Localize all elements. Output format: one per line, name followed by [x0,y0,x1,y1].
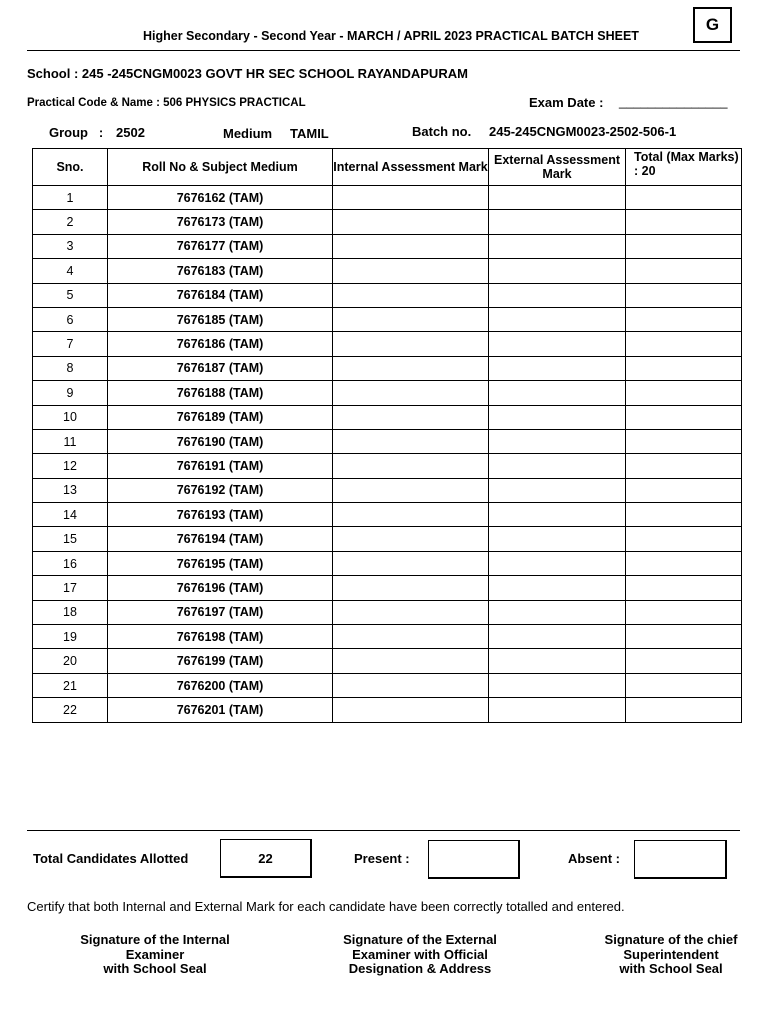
row-roll-number: 7676200 (TAM) [108,673,333,697]
row-internal-mark-cell[interactable] [333,234,489,258]
row-roll-number: 7676196 (TAM) [108,576,333,600]
row-total-mark-cell[interactable] [626,259,742,283]
row-total-mark-cell[interactable] [626,186,742,210]
row-sno: 20 [33,649,108,673]
row-roll-number: 7676198 (TAM) [108,625,333,649]
page-title: Higher Secondary - Second Year - MARCH / APRIL 2023 PRACTICAL BATCH SHEET [143,29,639,43]
row-sno: 22 [33,698,108,722]
row-total-mark-cell[interactable] [626,332,742,356]
table-row [33,307,742,331]
row-internal-mark-cell[interactable] [333,527,489,551]
table-row [33,649,742,673]
row-external-mark-cell[interactable] [489,332,626,356]
row-internal-mark-cell[interactable] [333,429,489,453]
row-roll-number: 7676177 (TAM) [108,234,333,258]
row-total-mark-cell[interactable] [626,625,742,649]
row-roll-number: 7676186 (TAM) [108,332,333,356]
footer-divider [27,830,740,831]
row-roll-number: 7676191 (TAM) [108,454,333,478]
signature-external-examiner: Signature of the External Examiner with Official Designation & Address [343,932,497,976]
total-candidates-label: Total Candidates Allotted [33,851,189,866]
row-internal-mark-cell[interactable] [333,381,489,405]
group-label: Group : [49,125,104,140]
row-sno: 5 [33,283,108,307]
row-sno: 2 [33,210,108,234]
row-total-mark-cell[interactable] [626,405,742,429]
row-total-mark-cell[interactable] [626,478,742,502]
practical-code-name: Practical Code & Name : 506 PHYSICS PRACTICAL [27,97,306,109]
row-total-mark-cell[interactable] [626,527,742,551]
table-row [33,527,742,551]
row-external-mark-cell[interactable] [489,673,626,697]
present-field[interactable] [428,840,520,879]
school-row [27,66,468,81]
row-sno: 6 [33,307,108,331]
table-row [33,259,742,283]
school-label: School [27,66,71,81]
row-external-mark-cell[interactable] [489,405,626,429]
row-external-mark-cell[interactable] [489,503,626,527]
row-roll-number: 7676201 (TAM) [108,698,333,722]
row-sno: 18 [33,600,108,624]
row-internal-mark-cell[interactable] [333,478,489,502]
row-external-mark-cell[interactable] [489,649,626,673]
row-internal-mark-cell[interactable] [333,210,489,234]
row-roll-number: 7676199 (TAM) [108,649,333,673]
table-row [33,234,742,258]
row-external-mark-cell[interactable] [489,527,626,551]
table-row [33,551,742,575]
table-row [33,429,742,453]
row-sno: 21 [33,673,108,697]
row-internal-mark-cell[interactable] [333,405,489,429]
table-row [33,283,742,307]
table-row [33,405,742,429]
row-total-mark-cell[interactable] [626,356,742,380]
table-row [33,381,742,405]
row-external-mark-cell[interactable] [489,283,626,307]
row-external-mark-cell[interactable] [489,454,626,478]
row-sno: 16 [33,551,108,575]
header-divider [27,50,740,51]
medium-value: TAMIL [290,126,329,141]
table-row [33,186,742,210]
header-external: External Assessment Mark [489,149,626,186]
row-roll-number: 7676187 (TAM) [108,356,333,380]
header-sno: Sno. [33,149,108,186]
row-external-mark-cell[interactable] [489,625,626,649]
row-sno: 3 [33,234,108,258]
row-internal-mark-cell[interactable] [333,332,489,356]
table-row [33,332,742,356]
row-internal-mark-cell[interactable] [333,600,489,624]
row-internal-mark-cell[interactable] [333,673,489,697]
row-internal-mark-cell[interactable] [333,186,489,210]
row-external-mark-cell[interactable] [489,478,626,502]
row-internal-mark-cell[interactable] [333,625,489,649]
row-sno: 1 [33,186,108,210]
table-header-row [33,149,742,186]
batch-label: Batch no. [412,124,472,139]
row-total-mark-cell[interactable] [626,454,742,478]
row-roll-number: 7676185 (TAM) [108,307,333,331]
signature-chief-superintendent: Signature of the chief Superintendent with School Seal [604,932,738,976]
table-row [33,454,742,478]
row-sno: 17 [33,576,108,600]
row-sno: 4 [33,259,108,283]
exam-date-value: _______________ [619,94,728,109]
header-roll: Roll No & Subject Medium [108,149,333,186]
row-sno: 7 [33,332,108,356]
row-internal-mark-cell[interactable] [333,576,489,600]
row-sno: 13 [33,478,108,502]
row-roll-number: 7676190 (TAM) [108,429,333,453]
row-roll-number: 7676192 (TAM) [108,478,333,502]
row-roll-number: 7676173 (TAM) [108,210,333,234]
table-row [33,210,742,234]
row-total-mark-cell[interactable] [626,698,742,722]
row-external-mark-cell[interactable] [489,600,626,624]
row-total-mark-cell[interactable] [626,307,742,331]
table-row [33,625,742,649]
row-external-mark-cell[interactable] [489,307,626,331]
group-value: 2502 [116,125,145,140]
row-roll-number: 7676194 (TAM) [108,527,333,551]
row-external-mark-cell[interactable] [489,381,626,405]
row-total-mark-cell[interactable] [626,673,742,697]
absent-field[interactable] [634,840,727,879]
certification-text: Certify that both Internal and External Mark for each candidate have been correctly totalled and entered. [27,899,625,914]
table-row [33,478,742,502]
table-row [33,356,742,380]
row-roll-number: 7676183 (TAM) [108,259,333,283]
row-roll-number: 7676195 (TAM) [108,551,333,575]
signature-internal-examiner: Signature of the Internal Examiner with School Seal [80,932,230,976]
batch-value: 245-245CNGM0023-2502-506-1 [489,124,677,139]
row-total-mark-cell[interactable] [626,429,742,453]
row-external-mark-cell[interactable] [489,576,626,600]
table-row [33,698,742,722]
row-total-mark-cell[interactable] [626,283,742,307]
row-internal-mark-cell[interactable] [333,454,489,478]
row-total-mark-cell[interactable] [626,381,742,405]
row-roll-number: 7676193 (TAM) [108,503,333,527]
row-total-mark-cell[interactable] [626,649,742,673]
row-internal-mark-cell[interactable] [333,283,489,307]
table-row [33,503,742,527]
row-internal-mark-cell[interactable] [333,356,489,380]
row-internal-mark-cell[interactable] [333,551,489,575]
present-label: Present : [354,851,410,866]
total-candidates-box: 22 [220,839,312,878]
table-row [33,576,742,600]
row-roll-number: 7676162 (TAM) [108,186,333,210]
header-total: Total (Max Marks) : 20 [626,149,742,186]
row-external-mark-cell[interactable] [489,210,626,234]
row-internal-mark-cell[interactable] [333,307,489,331]
row-roll-number: 7676184 (TAM) [108,283,333,307]
medium-label: Medium [223,126,273,141]
table-row [33,600,742,624]
row-total-mark-cell[interactable] [626,234,742,258]
row-roll-number: 7676197 (TAM) [108,600,333,624]
header-internal: Internal Assessment Mark [333,149,489,186]
row-external-mark-cell[interactable] [489,186,626,210]
school-value: : 245 -245CNGM0023 GOVT HR SEC SCHOOL RAYANDAPURAM [73,66,468,81]
row-external-mark-cell[interactable] [489,259,626,283]
row-sno: 8 [33,356,108,380]
batch-table [32,148,742,723]
row-internal-mark-cell[interactable] [333,259,489,283]
row-roll-number: 7676188 (TAM) [108,381,333,405]
row-external-mark-cell[interactable] [489,698,626,722]
row-roll-number: 7676189 (TAM) [108,405,333,429]
absent-label: Absent : [568,851,620,866]
row-internal-mark-cell[interactable] [333,503,489,527]
row-internal-mark-cell[interactable] [333,649,489,673]
row-sno: 11 [33,429,108,453]
table-row [33,673,742,697]
row-total-mark-cell[interactable] [626,210,742,234]
row-sno: 14 [33,503,108,527]
row-total-mark-cell[interactable] [626,551,742,575]
row-sno: 10 [33,405,108,429]
row-total-mark-cell[interactable] [626,503,742,527]
series-badge: G [693,7,732,43]
row-sno: 15 [33,527,108,551]
row-internal-mark-cell[interactable] [333,698,489,722]
row-total-mark-cell[interactable] [626,576,742,600]
row-total-mark-cell[interactable] [626,600,742,624]
row-external-mark-cell[interactable] [489,551,626,575]
row-sno: 19 [33,625,108,649]
row-external-mark-cell[interactable] [489,234,626,258]
row-sno: 12 [33,454,108,478]
row-sno: 9 [33,381,108,405]
row-external-mark-cell[interactable] [489,356,626,380]
exam-date-label: Exam Date : [529,95,604,110]
row-external-mark-cell[interactable] [489,429,626,453]
